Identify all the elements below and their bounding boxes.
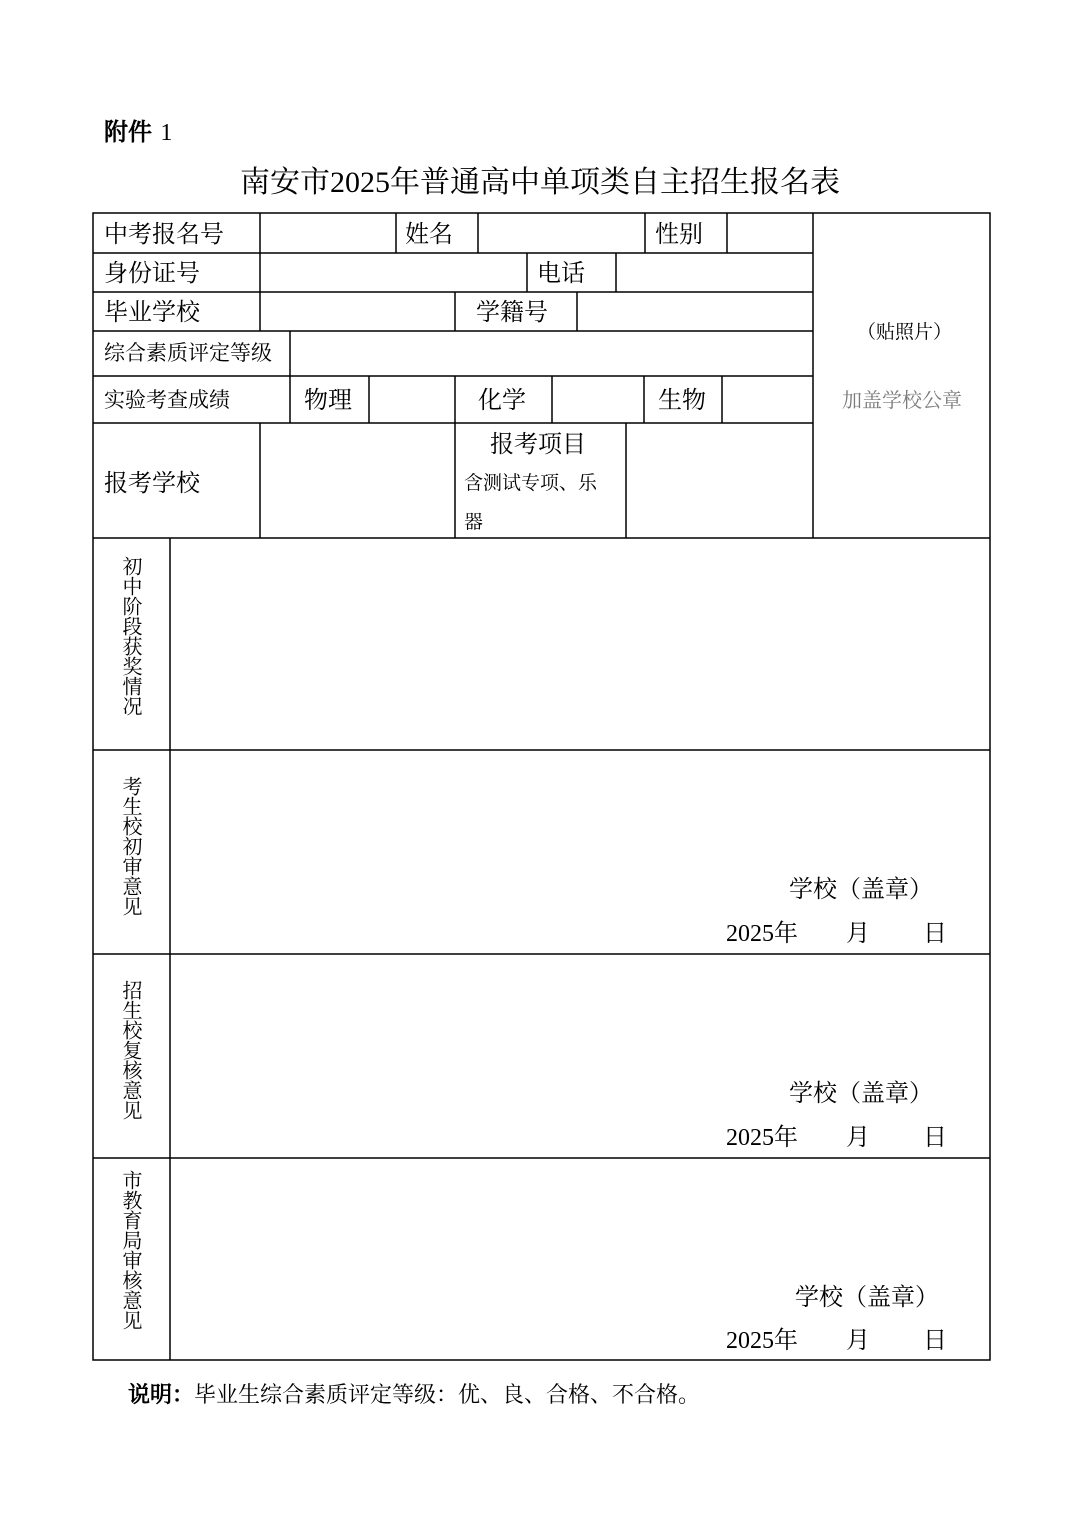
phone-label: 电话 bbox=[537, 259, 585, 287]
chemistry-score-field[interactable] bbox=[554, 378, 642, 421]
recheck-section-label: 招生校复核意见 bbox=[119, 980, 143, 1120]
physics-label: 物理 bbox=[304, 386, 352, 414]
name-field[interactable] bbox=[480, 215, 643, 251]
gender-label: 性别 bbox=[655, 220, 703, 248]
exam-id-label: 中考报名号 bbox=[104, 220, 224, 248]
attachment-label: 附件 1 bbox=[104, 118, 173, 146]
phone-field[interactable] bbox=[618, 255, 811, 290]
student-no-field[interactable] bbox=[579, 294, 811, 329]
biology-label: 生物 bbox=[658, 386, 706, 414]
bureau-section-label: 市教育局审核意见 bbox=[119, 1170, 143, 1330]
recheck-stamp: 学校（盖章） bbox=[789, 1079, 933, 1107]
footer-note bbox=[128, 1378, 700, 1409]
awards-section-label: 初中阶段获奖情况 bbox=[119, 556, 143, 716]
initial-review-section-label: 考生校初审意见 bbox=[119, 776, 143, 916]
initial-review-stamp: 学校（盖章） bbox=[789, 875, 933, 903]
initial-review-date: 2025年 月 日 bbox=[726, 919, 947, 947]
exam-id-field[interactable] bbox=[262, 215, 394, 251]
quality-field[interactable] bbox=[292, 333, 811, 374]
footer-note-text: 毕业生综合素质评定等级：优、良、合格、不合格。 bbox=[194, 1383, 701, 1408]
footer-note-label: 说明： bbox=[128, 1383, 195, 1408]
recheck-date: 2025年 月 日 bbox=[726, 1123, 947, 1151]
apply-school-label: 报考学校 bbox=[104, 469, 200, 497]
biology-score-field[interactable] bbox=[724, 378, 811, 421]
photo-area[interactable] bbox=[815, 215, 988, 536]
project-field[interactable] bbox=[628, 425, 811, 536]
photo-label: （贴照片） bbox=[857, 321, 953, 343]
grad-school-field[interactable] bbox=[262, 294, 453, 329]
gender-field[interactable] bbox=[729, 215, 811, 251]
lab-score-label: 实验考查成绩 bbox=[104, 388, 230, 412]
project-label: 报考项目 bbox=[490, 430, 586, 458]
physics-score-field[interactable] bbox=[371, 378, 453, 421]
chemistry-label: 化学 bbox=[478, 386, 526, 414]
grad-school-label: 毕业学校 bbox=[104, 298, 200, 326]
form-title: 南安市2025年普通高中单项类自主招生报名表 bbox=[240, 165, 840, 200]
bureau-stamp: 学校（盖章） bbox=[795, 1283, 939, 1311]
project-note-line2: 器 bbox=[464, 511, 484, 533]
id-card-label: 身份证号 bbox=[104, 259, 200, 287]
name-label: 姓名 bbox=[405, 220, 453, 248]
student-no-label: 学籍号 bbox=[476, 298, 548, 326]
photo-stamp-note: 加盖学校公章 bbox=[842, 388, 962, 412]
awards-field[interactable] bbox=[172, 540, 988, 748]
apply-school-field[interactable] bbox=[262, 425, 453, 536]
project-note-line1: 含测试专项、乐 bbox=[464, 472, 598, 494]
quality-label: 综合素质评定等级 bbox=[104, 341, 272, 365]
id-card-field[interactable] bbox=[262, 255, 525, 290]
bureau-date: 2025年 月 日 bbox=[726, 1326, 947, 1354]
